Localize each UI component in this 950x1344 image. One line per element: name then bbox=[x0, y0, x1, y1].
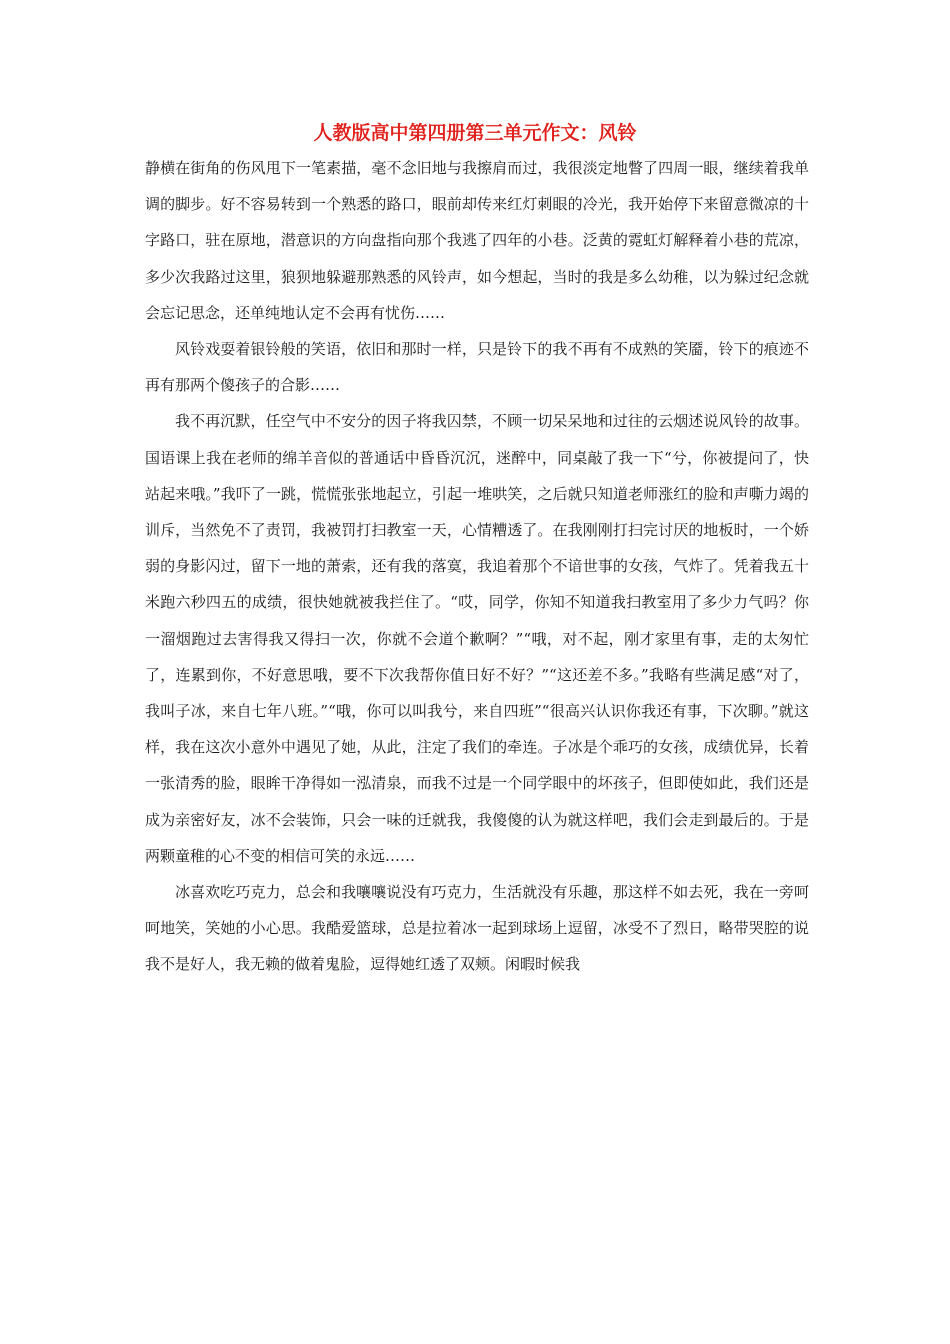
paragraph-3: 我不再沉默，任空气中不安分的因子将我囚禁，不顾一切呆呆地和过往的云烟述说风铃的故事。国语课上我在老师的绵羊音似的普通话中昏昏沉沉，迷醉中，同桌敲了我一下“兮，你被提问了，快站起来哦。”我吓了一跳，慌慌张张地起立，引起一堆哄笑，之后就只知道老师涨红的脸和声嘶力竭的训斥，当然免不了责罚，我被罚打扫教室一天，心情糟透了。在我刚刚打扫完讨厌的地板时，一个娇弱的身影闪过，留下一地的萧索，还有我的落寞，我追着那个不谙世事的女孩，气炸了。凭着我五十米跑六秒四五的成绩，很快她就被我拦住了。“哎，同学，你知不知道我扫教室用了多少力气吗？你一溜烟跑过去害得我又得扫一次，你就不会道个歉啊？”“哦，对不起，刚才家里有事，走的太匆忙了，连累到你，不好意思哦，要不下次我帮你值日好不好？”“这还差不多。”我略有些满足感“对了，我叫子冰，来自七年八班。”“哦，你可以叫我兮，来自四班”“很高兴认识你我还有事，下次聊。”就这样，我在这次小意外中遇见了她，从此，注定了我们的牵连。子冰是个乖巧的女孩，成绩优异，长着一张清秀的脸，眼眸干净得如一泓清泉，而我不过是一个同学眼中的坏孩子，但即使如此，我们还是成为亲密好友，冰不会装饰，只会一味的迁就我，我傻傻的认为就这样吧，我们会走到最后的。于是两颗童稚的心不变的相信可笑的永远…… bbox=[145, 412, 809, 865]
paragraph-4: 冰喜欢吃巧克力，总会和我嚷嚷说没有巧克力，生活就没有乐趣，那这样不如去死，我在一旁呵呵地笑，笑她的小心思。我酷爱篮球，总是拉着冰一起到球场上逗留，冰受不了烈日，略带哭腔的说我不是好人，我无赖的做着鬼脸，逗得她红透了双颊。闲暇时候我 bbox=[145, 883, 809, 974]
document-title: 人教版高中第四册第三单元作文：风铃 bbox=[313, 122, 637, 144]
paragraph-1: 静横在街角的伤风甩下一笔素描，毫不念旧地与我擦肩而过，我很淡定地瞥了四周一眼，继续着我单调的脚步。好不容易转到一个熟悉的路口，眼前却传来红灯刺眼的冷光，我开始停下来留意微凉的十字路口，驻在原地，潜意识的方向盘指向那个我逃了四年的小巷。泛黄的霓虹灯解释着小巷的荒凉，多少次我路过这里，狼狈地躲避那熟悉的风铃声，如今想起，当时的我是多么幼稚，以为躲过纪念就会忘记思念，还单纯地认定不会再有忧伤…… bbox=[145, 159, 809, 322]
paragraph-2: 风铃戏耍着银铃般的笑语，依旧和那时一样，只是铃下的我不再有不成熟的笑靥，铃下的痕迹不再有那两个傻孩子的合影…… bbox=[145, 340, 809, 395]
article-body bbox=[145, 150, 809, 983]
